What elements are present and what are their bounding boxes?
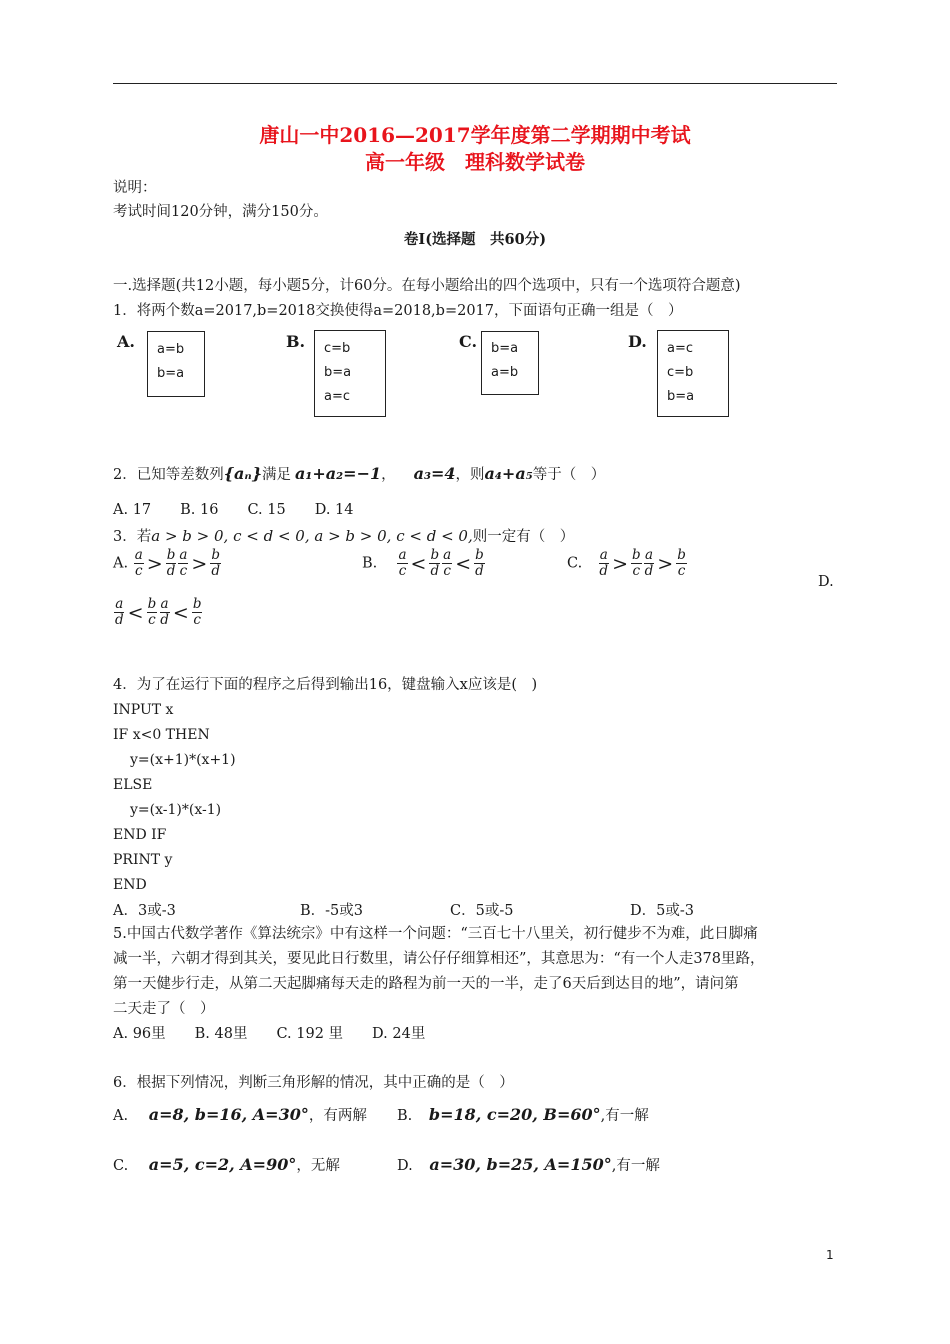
question-6-stem: 6．根据下列情况，判断三角形解的情况，其中正确的是（ ） xyxy=(113,1075,514,1091)
frac-den: d xyxy=(115,612,124,628)
frac-num: a xyxy=(179,547,188,563)
fraction xyxy=(598,548,609,579)
q3-suffix: 则一定有（ ） xyxy=(472,529,575,545)
fraction xyxy=(166,548,177,579)
q4-code-line: y=(x-1)*(x-1) xyxy=(130,802,222,818)
code-line: c=b xyxy=(324,341,351,356)
code-line: a=c xyxy=(324,389,351,404)
q4-code-line: END IF xyxy=(113,827,167,843)
q4-code-line: PRINT y xyxy=(113,852,173,868)
q4-option-c: C．5或-5 xyxy=(450,903,514,919)
q6-option-c xyxy=(113,1152,340,1179)
q3-prefix: 3．若 xyxy=(113,529,152,545)
code-line: b=a xyxy=(324,365,352,380)
fraction xyxy=(192,597,203,628)
code-line: a=b xyxy=(491,365,519,380)
q6-option-c-text: ，无解 xyxy=(296,1158,340,1174)
q2-mid2: ，则 xyxy=(455,467,485,483)
q2-sep: ， xyxy=(381,467,396,483)
q1-option-a-box xyxy=(147,331,205,397)
code-line: a=c xyxy=(667,341,694,356)
code-line: b=a xyxy=(157,366,185,381)
question-2-stem xyxy=(113,462,605,487)
code-line: b=a xyxy=(491,341,519,356)
q1-option-d-label: D. xyxy=(628,332,647,351)
fraction xyxy=(442,548,452,579)
frac-num: a xyxy=(599,547,608,563)
q3-option-d-label: D. xyxy=(818,574,834,590)
frac-den: c xyxy=(179,563,188,579)
frac-den: d xyxy=(644,563,654,579)
q6-option-a-text: ，有两解 xyxy=(308,1108,367,1124)
frac-num: b xyxy=(211,547,220,563)
q4-option-d: D．5或-3 xyxy=(630,903,694,919)
question-5-line: 第一天健步行走，从第二天起脚痛每天走的路程为前一天的一半，走了6天后到达目的地”，请问第 xyxy=(113,976,739,992)
q6-option-d-label: D. xyxy=(397,1158,413,1174)
frac-den: c xyxy=(677,563,686,579)
fraction xyxy=(474,548,485,579)
relation: < xyxy=(410,552,427,575)
question-2-options: A. 17 B. 16 C. 15 D. 14 xyxy=(113,502,354,518)
fraction xyxy=(631,548,642,579)
frac-num: b xyxy=(430,547,440,563)
q1-option-d-box xyxy=(657,330,729,417)
frac-num: b xyxy=(147,596,157,612)
header-rule xyxy=(113,83,837,84)
frac-den: d xyxy=(211,563,220,579)
frac-den: c xyxy=(134,563,143,579)
section-instruction: 一.选择题(共12小题，每小题5分，计60分。在每小题给出的四个选项中，只有一个选项符合题意) xyxy=(113,278,741,294)
relation: > xyxy=(191,552,208,575)
relation: > xyxy=(612,552,628,575)
q6-option-d-formula: a=30, b=25, A=150° xyxy=(429,1155,612,1174)
fraction xyxy=(644,548,655,579)
q4-code-line: ELSE xyxy=(113,777,153,793)
frac-num: b xyxy=(631,547,641,563)
question-3-stem xyxy=(113,524,574,549)
q3-option-c xyxy=(567,548,688,579)
code-line: a=b xyxy=(157,342,185,357)
q3-option-b-label: B. xyxy=(362,555,378,572)
relation: > xyxy=(657,552,674,575)
q2-mid1: 满足 xyxy=(262,467,292,483)
q1-option-b-box xyxy=(314,330,386,417)
frac-num: b xyxy=(475,547,484,563)
frac-den: d xyxy=(475,563,484,579)
fraction xyxy=(397,548,407,579)
relation: < xyxy=(172,601,189,624)
q3-option-d xyxy=(113,597,203,628)
question-5-line: 5.中国古代数学著作《算法统宗》中有这样一个问题：“三百七十八里关，初行健步不为难，此日脚痛 xyxy=(113,926,758,942)
q6-option-b xyxy=(397,1102,649,1129)
q6-option-a-formula: a=8, b=16, A=30° xyxy=(148,1105,309,1124)
fraction xyxy=(676,548,687,579)
relation: < xyxy=(127,601,144,624)
q6-option-b-formula: b=18, c=20, B=60° xyxy=(428,1105,601,1124)
q3-option-a-label: A. xyxy=(113,555,129,572)
q3-option-c-label: C. xyxy=(567,555,583,572)
frac-den: c xyxy=(632,563,641,579)
frac-den: d xyxy=(166,563,176,579)
q4-option-b: B．-5或3 xyxy=(300,903,364,919)
section-title: 卷Ⅰ(选择题 共60分) xyxy=(403,231,547,248)
q3-condition: a > b > 0, c < d < 0, a > b > 0, c < d < 0, xyxy=(151,527,473,545)
q2-sequence: {aₙ} xyxy=(223,464,263,483)
notes-label: 说明： xyxy=(113,180,157,196)
q6-option-b-label: B. xyxy=(397,1108,413,1124)
frac-den: d xyxy=(430,563,440,579)
code-line: c=b xyxy=(667,365,694,380)
q6-option-d xyxy=(397,1152,660,1179)
frac-num: a xyxy=(398,547,407,563)
frac-den: c xyxy=(443,563,451,579)
question-1-stem: 1．将两个数a=2017,b=2018交换使得a=2018,b=2017，下面语句正确一组是（ ） xyxy=(113,303,683,319)
q4-code-line: END xyxy=(113,877,147,893)
frac-den: d xyxy=(599,563,609,579)
q2-prefix: 2．已知等差数列 xyxy=(113,467,224,483)
q6-option-c-formula: a=5, c=2, A=90° xyxy=(148,1155,297,1174)
question-4-stem: 4．为了在运行下面的程序之后得到输出16，键盘输入x应该是( ) xyxy=(113,677,538,693)
q3-option-b xyxy=(362,548,486,579)
page-number: 1 xyxy=(826,1248,834,1262)
q3-option-a xyxy=(113,548,222,579)
frac-den: c xyxy=(148,612,156,628)
notes-text: 考试时间120分钟，满分150分。 xyxy=(113,204,328,220)
q6-option-b-text: ,有一解 xyxy=(600,1108,649,1124)
frac-num: b xyxy=(677,547,686,563)
fraction xyxy=(147,597,158,628)
fraction xyxy=(429,548,440,579)
frac-den: d xyxy=(160,612,169,628)
q6-option-c-label: C. xyxy=(113,1158,129,1174)
q6-option-a-label: A. xyxy=(113,1108,129,1124)
q2-condition-2: a₃=4 xyxy=(413,464,456,483)
frac-den: c xyxy=(193,612,201,628)
frac-num: b xyxy=(192,596,202,612)
exam-title: 唐山一中2016—2017学年度第二学期期中考试 xyxy=(259,123,691,147)
frac-num: b xyxy=(166,547,176,563)
frac-num: a xyxy=(115,596,124,612)
fraction xyxy=(210,548,221,579)
q1-option-b-label: B. xyxy=(286,332,306,351)
q6-option-a xyxy=(113,1102,367,1129)
fraction xyxy=(114,597,125,628)
question-5-line: 二天走了（ ） xyxy=(113,1001,215,1017)
question-5-options: A. 96里 B. 48里 C. 192 里 D. 24里 xyxy=(113,1026,426,1042)
q4-option-a: A．3或-3 xyxy=(113,903,176,919)
frac-num: a xyxy=(134,547,143,563)
q2-suffix: 等于（ ） xyxy=(532,467,606,483)
fraction xyxy=(178,548,188,579)
q2-target: a₄+a₅ xyxy=(484,464,533,483)
q1-option-c-box xyxy=(481,331,539,395)
question-5-line: 减一半，六朝才得到其关，要见此日行数里，请公仔仔细算相还”，其意思为：“有一个人走378里路， xyxy=(113,951,765,967)
q4-code-line: INPUT x xyxy=(113,702,174,718)
frac-num: a xyxy=(443,547,452,563)
q2-condition-1: a₁+a₂=−1 xyxy=(295,464,382,483)
frac-den: c xyxy=(398,563,407,579)
relation: < xyxy=(455,552,472,575)
fraction xyxy=(134,548,144,579)
fraction xyxy=(159,597,170,628)
exam-subtitle: 高一年级 理科数学试卷 xyxy=(365,150,585,174)
frac-num: a xyxy=(160,596,169,612)
frac-num: a xyxy=(644,547,653,563)
q4-code-line: IF x<0 THEN xyxy=(113,727,210,743)
q6-option-d-text: ,有一解 xyxy=(611,1158,660,1174)
q4-code-line: y=(x+1)*(x+1) xyxy=(130,752,236,768)
q1-option-a-label: A. xyxy=(117,332,135,351)
code-line: b=a xyxy=(667,389,695,404)
relation: > xyxy=(146,552,163,575)
q1-option-c-label: C. xyxy=(459,332,478,351)
